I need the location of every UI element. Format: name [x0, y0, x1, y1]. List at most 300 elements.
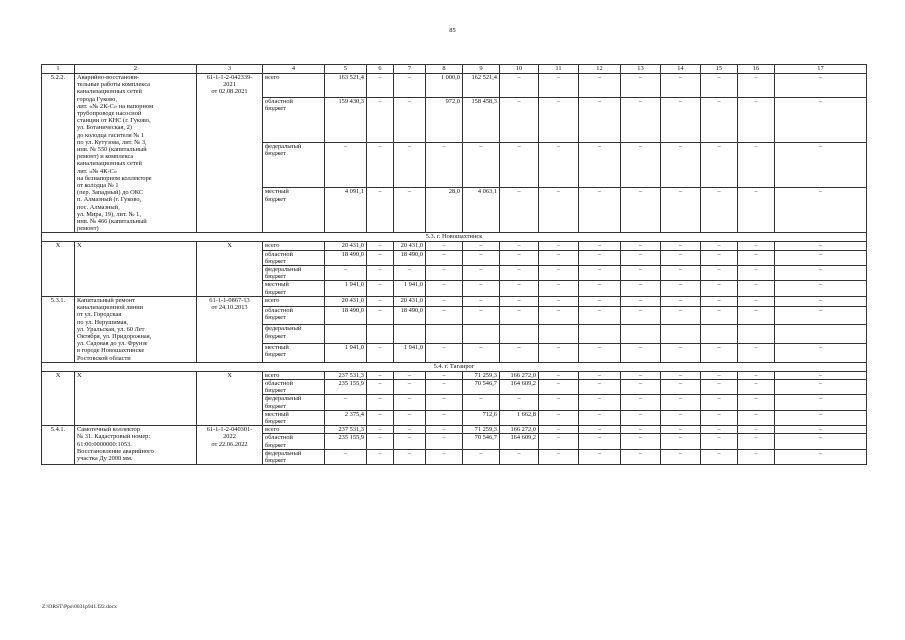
value-cell: –: [500, 98, 539, 143]
item-code: 61-1-1-0867-13 от 24.10.2013: [197, 296, 263, 362]
budget-label: всего: [263, 242, 325, 250]
value-cell: –: [579, 188, 621, 233]
value-cell: –: [426, 281, 463, 296]
budget-label: всего: [263, 296, 325, 306]
value-cell: –: [539, 242, 579, 250]
value-cell: –: [621, 242, 661, 250]
value-cell: –: [539, 98, 579, 143]
value-cell: –: [738, 266, 775, 281]
budget-label: местный бюджет: [263, 344, 325, 363]
table-row: [42, 426, 867, 434]
value-cell: [394, 325, 426, 344]
value-cell: –: [367, 242, 394, 250]
value-cell: –: [701, 266, 738, 281]
value-cell: –: [701, 188, 738, 233]
value-cell: –: [775, 434, 867, 449]
value-cell: –: [367, 434, 394, 449]
value-cell: –: [367, 281, 394, 296]
value-cell: –: [621, 379, 661, 394]
value-cell: –: [775, 410, 867, 425]
value-cell: –: [775, 371, 867, 379]
value-cell: –: [775, 426, 867, 434]
value-cell: –: [394, 98, 426, 143]
value-cell: –: [579, 344, 621, 363]
value-cell: –: [701, 281, 738, 296]
value-cell: 1 941,0: [394, 281, 426, 296]
value-cell: 20 431,0: [325, 296, 367, 306]
item-number: 5.3.1.: [42, 296, 75, 362]
budget-label: всего: [263, 371, 325, 379]
value-cell: –: [661, 371, 701, 379]
value-cell: –: [621, 426, 661, 434]
column-number: 10: [500, 65, 539, 74]
budget-label: всего: [263, 74, 325, 98]
value-cell: –: [621, 449, 661, 464]
value-cell: –: [500, 281, 539, 296]
value-cell: –: [394, 371, 426, 379]
table-row: [42, 296, 867, 306]
column-number: 11: [539, 65, 579, 74]
value-cell: –: [775, 281, 867, 296]
value-cell: –: [661, 449, 701, 464]
footer-file-path: Z:\ORST\Ppo\0031p941.f22.docx: [42, 604, 117, 610]
value-cell: –: [367, 188, 394, 233]
value-cell: –: [621, 281, 661, 296]
item-code: 61-1-1-2-042339- 2021 от 02.08.2021: [197, 74, 263, 233]
value-cell: –: [367, 296, 394, 306]
item-number: X: [42, 242, 75, 296]
value-cell: –: [738, 74, 775, 98]
value-cell: –: [738, 426, 775, 434]
value-cell: –: [463, 266, 500, 281]
value-cell: –: [426, 410, 463, 425]
value-cell: 164 609,2: [500, 379, 539, 394]
value-cell: –: [775, 143, 867, 188]
value-cell: 972,0: [426, 98, 463, 143]
value-cell: –: [367, 426, 394, 434]
budget-label: федеральный бюджет: [263, 395, 325, 410]
value-cell: –: [738, 449, 775, 464]
value-cell: –: [701, 410, 738, 425]
value-cell: –: [463, 242, 500, 250]
value-cell: –: [738, 250, 775, 265]
column-number: 1: [42, 65, 75, 74]
value-cell: –: [367, 266, 394, 281]
value-cell: –: [500, 306, 539, 325]
table-row: [42, 371, 867, 379]
value-cell: –: [701, 143, 738, 188]
column-number: 15: [701, 65, 738, 74]
value-cell: –: [500, 74, 539, 98]
value-cell: –: [738, 306, 775, 325]
value-cell: –: [775, 395, 867, 410]
value-cell: –: [661, 296, 701, 306]
value-cell: 70 546,7: [463, 379, 500, 394]
value-cell: –: [701, 395, 738, 410]
value-cell: –: [621, 395, 661, 410]
value-cell: –: [500, 296, 539, 306]
value-cell: 1 941,0: [325, 344, 367, 363]
value-cell: –: [661, 344, 701, 363]
value-cell: –: [426, 266, 463, 281]
item-number: X: [42, 371, 75, 425]
value-cell: –: [325, 266, 367, 281]
value-cell: –: [463, 143, 500, 188]
value-cell: –: [500, 344, 539, 363]
section-title: 5.4. г. Таганрог: [42, 362, 867, 371]
column-number: 12: [579, 65, 621, 74]
value-cell: –: [621, 344, 661, 363]
value-cell: –: [426, 306, 463, 325]
value-cell: –: [738, 281, 775, 296]
item-code: X: [197, 371, 263, 425]
value-cell: –: [367, 449, 394, 464]
value-cell: [325, 325, 367, 344]
value-cell: 71 259,3: [463, 371, 500, 379]
budget-label: областной бюджет: [263, 306, 325, 325]
value-cell: [775, 325, 867, 344]
page-number: 85: [449, 27, 456, 34]
value-cell: –: [539, 296, 579, 306]
value-cell: –: [500, 250, 539, 265]
value-cell: –: [661, 281, 701, 296]
column-number: 17: [775, 65, 867, 74]
value-cell: –: [621, 296, 661, 306]
value-cell: –: [367, 379, 394, 394]
value-cell: –: [539, 306, 579, 325]
value-cell: –: [500, 395, 539, 410]
value-cell: –: [579, 281, 621, 296]
column-number: 2: [75, 65, 197, 74]
item-code: X: [197, 242, 263, 296]
value-cell: –: [394, 426, 426, 434]
value-cell: –: [539, 344, 579, 363]
value-cell: –: [579, 426, 621, 434]
value-cell: 159 430,3: [325, 98, 367, 143]
value-cell: –: [500, 242, 539, 250]
value-cell: –: [426, 242, 463, 250]
value-cell: –: [426, 371, 463, 379]
budget-label: федеральный бюджет: [263, 449, 325, 464]
value-cell: –: [426, 250, 463, 265]
value-cell: –: [426, 296, 463, 306]
value-cell: –: [738, 395, 775, 410]
value-cell: 20 431,0: [394, 242, 426, 250]
value-cell: –: [426, 379, 463, 394]
value-cell: –: [661, 98, 701, 143]
value-cell: –: [775, 379, 867, 394]
item-name: X: [75, 371, 197, 425]
value-cell: 237 531,3: [325, 371, 367, 379]
value-cell: [701, 325, 738, 344]
item-name: X: [75, 242, 197, 296]
value-cell: –: [539, 266, 579, 281]
value-cell: –: [579, 266, 621, 281]
budget-table: [41, 64, 867, 465]
value-cell: 158 458,3: [463, 98, 500, 143]
value-cell: –: [621, 434, 661, 449]
value-cell: –: [661, 74, 701, 98]
budget-label: областной бюджет: [263, 379, 325, 394]
value-cell: –: [701, 344, 738, 363]
value-cell: –: [367, 395, 394, 410]
value-cell: –: [426, 344, 463, 363]
value-cell: –: [367, 344, 394, 363]
value-cell: –: [621, 98, 661, 143]
value-cell: –: [621, 74, 661, 98]
value-cell: 20 431,0: [325, 242, 367, 250]
value-cell: –: [325, 395, 367, 410]
value-cell: –: [738, 98, 775, 143]
value-cell: 237 531,3: [325, 426, 367, 434]
value-cell: –: [367, 98, 394, 143]
value-cell: –: [325, 449, 367, 464]
value-cell: –: [775, 242, 867, 250]
value-cell: –: [701, 379, 738, 394]
value-cell: –: [539, 188, 579, 233]
item-number: 5.2.2.: [42, 74, 75, 233]
value-cell: –: [539, 371, 579, 379]
value-cell: –: [579, 143, 621, 188]
value-cell: 1 000,0: [426, 74, 463, 98]
value-cell: –: [775, 74, 867, 98]
value-cell: [738, 325, 775, 344]
budget-label: местный бюджет: [263, 188, 325, 233]
item-name: Аварийно-восстанови- тельные работы комплекса канализационных сетей города Гуково, лит. «№ 2К-С» на напорном трубопроводе насосной станции от КНС (г. Гуково, ул. Ботаническая, 2) до колодца гасителя № 1 по ул. Кутузова, лит. № 3, инв. № 550 (капитальный ремонт) и комплекса канализационных сетей лит. «№ 4К-С» на безнапорном коллекторе от колодца № 1 (пер. Западный) до ОКС п. Алмазный (г. Гуково, пос. Алмазный, ул. Мира, 19), лит. № 1, инв. № 466 (капитальный ремонт): [75, 74, 197, 233]
budget-label: областной бюджет: [263, 98, 325, 143]
value-cell: –: [394, 379, 426, 394]
item-name: Капитальный ремонт канализационной линии от ул. Городская по ул. Нерушимая, ул. Уральская, ул. 60 Лет Октября, ул. Придорожная, ул. Садовая до ул. Фрунзе в городе Новошахтинске Ростовской области: [75, 296, 197, 362]
value-cell: –: [325, 143, 367, 188]
value-cell: [463, 325, 500, 344]
value-cell: 18 490,0: [394, 306, 426, 325]
value-cell: –: [539, 379, 579, 394]
value-cell: 164 609,2: [500, 434, 539, 449]
value-cell: –: [539, 143, 579, 188]
column-number: 7: [394, 65, 426, 74]
value-cell: 18 490,0: [325, 306, 367, 325]
value-cell: 28,0: [426, 188, 463, 233]
column-number: 14: [661, 65, 701, 74]
value-cell: 70 546,7: [463, 434, 500, 449]
value-cell: –: [701, 74, 738, 98]
table-row: [42, 242, 867, 250]
column-number: 3: [197, 65, 263, 74]
value-cell: –: [661, 250, 701, 265]
section-row: [42, 233, 867, 242]
value-cell: –: [367, 74, 394, 98]
value-cell: –: [661, 410, 701, 425]
value-cell: [367, 325, 394, 344]
value-cell: –: [621, 266, 661, 281]
value-cell: –: [775, 98, 867, 143]
value-cell: –: [539, 281, 579, 296]
table-row: [42, 74, 867, 98]
value-cell: –: [426, 449, 463, 464]
value-cell: 712,6: [463, 410, 500, 425]
value-cell: 163 521,4: [325, 74, 367, 98]
value-cell: [500, 325, 539, 344]
value-cell: –: [701, 371, 738, 379]
value-cell: –: [426, 426, 463, 434]
section-row: [42, 362, 867, 371]
value-cell: 1 662,8: [500, 410, 539, 425]
value-cell: –: [367, 250, 394, 265]
value-cell: 235 155,9: [325, 434, 367, 449]
budget-label: областной бюджет: [263, 250, 325, 265]
value-cell: –: [775, 296, 867, 306]
column-number: 16: [738, 65, 775, 74]
item-name: Самотечный коллектор № 31. Кадастровый номер: 61:00:0000000:1053. Восстановление аварийного участка Ду 2000 мм.: [75, 426, 197, 465]
value-cell: 20 431,0: [394, 296, 426, 306]
value-cell: –: [463, 281, 500, 296]
value-cell: –: [579, 296, 621, 306]
budget-label: федеральный бюджет: [263, 266, 325, 281]
budget-label: местный бюджет: [263, 281, 325, 296]
value-cell: –: [426, 434, 463, 449]
value-cell: –: [661, 395, 701, 410]
value-cell: –: [701, 426, 738, 434]
value-cell: –: [738, 296, 775, 306]
value-cell: –: [394, 395, 426, 410]
value-cell: –: [539, 74, 579, 98]
value-cell: –: [579, 395, 621, 410]
value-cell: –: [701, 306, 738, 325]
budget-label: федеральный бюджет: [263, 143, 325, 188]
value-cell: –: [621, 306, 661, 325]
value-cell: –: [579, 250, 621, 265]
budget-label: местный бюджет: [263, 410, 325, 425]
value-cell: 18 490,0: [325, 250, 367, 265]
value-cell: 235 155,9: [325, 379, 367, 394]
value-cell: –: [394, 434, 426, 449]
value-cell: –: [539, 434, 579, 449]
value-cell: –: [661, 242, 701, 250]
item-code: 61-1-1-2-040301- 2022 от 22.06.2022: [197, 426, 263, 465]
value-cell: 4 091,1: [325, 188, 367, 233]
value-cell: [426, 325, 463, 344]
value-cell: –: [463, 449, 500, 464]
column-number: 13: [621, 65, 661, 74]
value-cell: –: [426, 143, 463, 188]
value-cell: –: [661, 426, 701, 434]
value-cell: –: [539, 410, 579, 425]
value-cell: –: [539, 395, 579, 410]
column-number: 4: [263, 65, 325, 74]
value-cell: –: [775, 306, 867, 325]
value-cell: –: [701, 242, 738, 250]
value-cell: –: [367, 371, 394, 379]
budget-label: всего: [263, 426, 325, 434]
column-number: 9: [463, 65, 500, 74]
column-number: 6: [367, 65, 394, 74]
value-cell: –: [394, 188, 426, 233]
value-cell: –: [463, 344, 500, 363]
value-cell: –: [394, 266, 426, 281]
value-cell: –: [661, 379, 701, 394]
column-number: 8: [426, 65, 463, 74]
value-cell: 162 521,4: [463, 74, 500, 98]
value-cell: –: [426, 395, 463, 410]
value-cell: –: [539, 426, 579, 434]
value-cell: –: [579, 74, 621, 98]
value-cell: –: [775, 449, 867, 464]
item-number: 5.4.1.: [42, 426, 75, 465]
value-cell: –: [579, 449, 621, 464]
value-cell: –: [579, 98, 621, 143]
value-cell: 2 375,4: [325, 410, 367, 425]
value-cell: –: [500, 449, 539, 464]
value-cell: –: [394, 74, 426, 98]
budget-label: федеральный бюджет: [263, 325, 325, 344]
value-cell: –: [367, 410, 394, 425]
value-cell: –: [738, 242, 775, 250]
value-cell: –: [463, 296, 500, 306]
header-row: [42, 65, 867, 74]
value-cell: –: [579, 434, 621, 449]
value-cell: [661, 325, 701, 344]
value-cell: –: [775, 344, 867, 363]
value-cell: –: [463, 250, 500, 265]
value-cell: [579, 325, 621, 344]
value-cell: 166 272,0: [500, 426, 539, 434]
value-cell: –: [701, 434, 738, 449]
value-cell: –: [661, 143, 701, 188]
value-cell: –: [738, 434, 775, 449]
value-cell: –: [621, 188, 661, 233]
value-cell: 18 490,0: [394, 250, 426, 265]
value-cell: –: [579, 371, 621, 379]
value-cell: –: [661, 306, 701, 325]
value-cell: –: [738, 410, 775, 425]
value-cell: –: [701, 449, 738, 464]
value-cell: 71 259,3: [463, 426, 500, 434]
value-cell: –: [463, 395, 500, 410]
value-cell: –: [775, 266, 867, 281]
section-title: 5.3. г. Новошахтинск: [42, 233, 867, 242]
column-number: 5: [325, 65, 367, 74]
value-cell: –: [579, 410, 621, 425]
value-cell: 1 941,0: [325, 281, 367, 296]
value-cell: –: [661, 266, 701, 281]
value-cell: –: [701, 250, 738, 265]
value-cell: –: [579, 306, 621, 325]
value-cell: –: [463, 306, 500, 325]
value-cell: –: [579, 379, 621, 394]
value-cell: –: [500, 266, 539, 281]
value-cell: –: [500, 188, 539, 233]
value-cell: –: [738, 379, 775, 394]
value-cell: –: [394, 410, 426, 425]
value-cell: [621, 325, 661, 344]
value-cell: –: [539, 449, 579, 464]
value-cell: 4 063,1: [463, 188, 500, 233]
value-cell: –: [500, 143, 539, 188]
value-cell: 166 272,0: [500, 371, 539, 379]
value-cell: –: [738, 371, 775, 379]
value-cell: –: [539, 250, 579, 265]
value-cell: –: [367, 143, 394, 188]
value-cell: –: [738, 188, 775, 233]
value-cell: –: [775, 250, 867, 265]
value-cell: –: [738, 344, 775, 363]
value-cell: 1 941,0: [394, 344, 426, 363]
value-cell: –: [621, 410, 661, 425]
value-cell: –: [738, 143, 775, 188]
value-cell: –: [367, 306, 394, 325]
value-cell: –: [701, 296, 738, 306]
value-cell: –: [621, 250, 661, 265]
